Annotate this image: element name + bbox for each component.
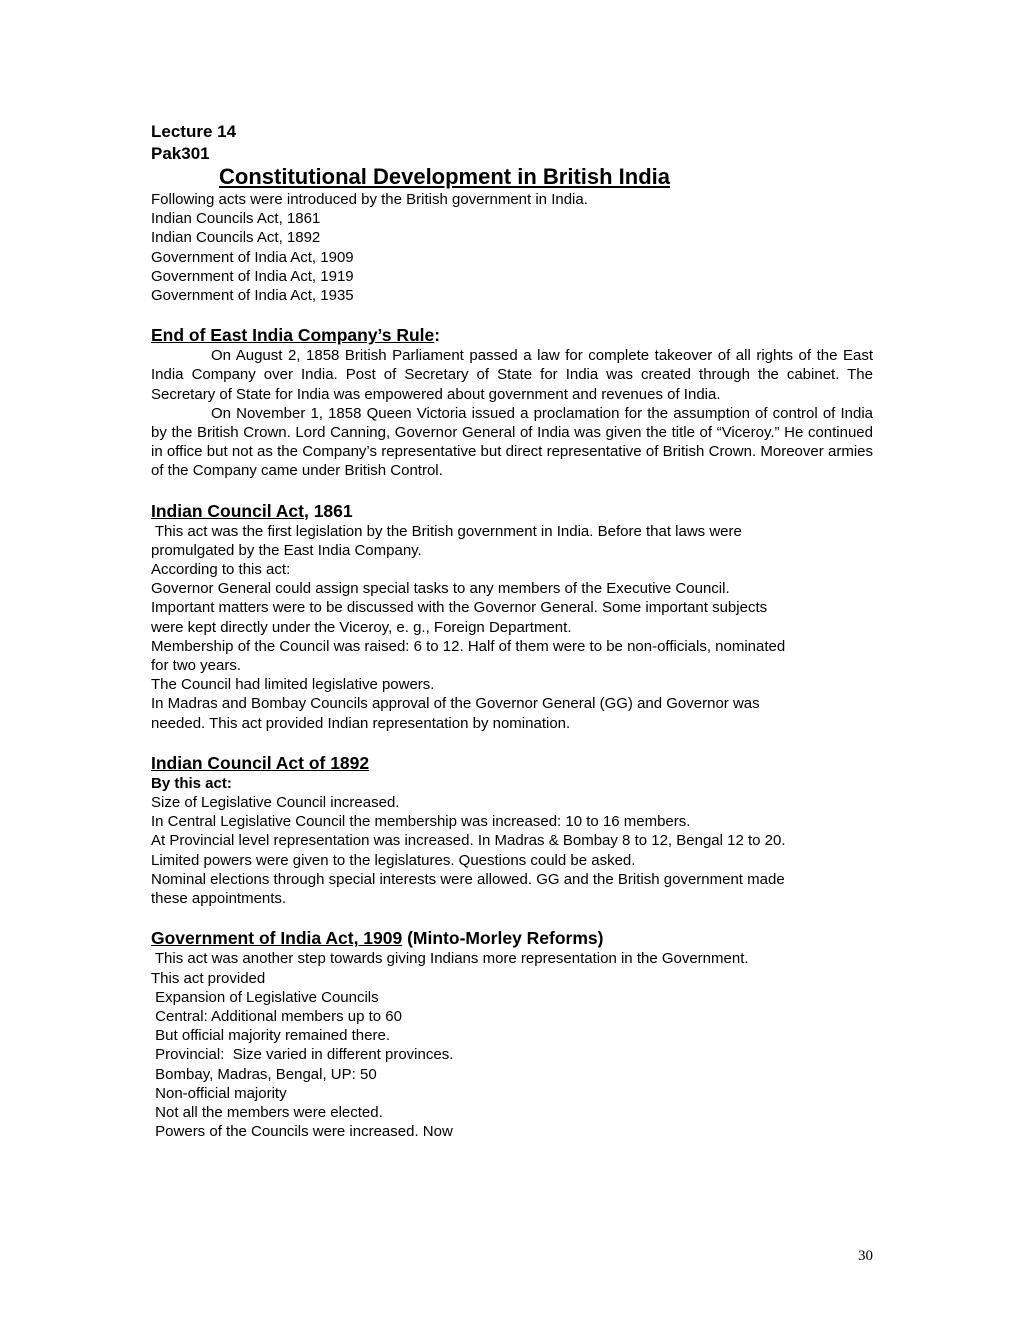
text-line: were kept directly under the Viceroy, e. g., Foreign Department. bbox=[151, 618, 572, 636]
text-line: for two years. bbox=[151, 657, 242, 675]
text-line: Important matters were to be discussed with the Governor General. Some important subjects bbox=[151, 599, 768, 617]
text-line: Non-official majority bbox=[151, 1084, 287, 1102]
heading-suffix: (Minto-Morley Reforms) bbox=[402, 928, 604, 949]
subheading: By this act: bbox=[151, 774, 232, 792]
text-line: This act provided bbox=[151, 969, 266, 987]
act-list-item: Government of India Act, 1935 bbox=[151, 287, 354, 305]
act-list-item: Government of India Act, 1919 bbox=[151, 267, 354, 285]
text-line: promulgated by the East India Company. bbox=[151, 541, 422, 559]
section-heading-company-rule bbox=[151, 324, 873, 346]
act-list-item: Government of India Act, 1909 bbox=[151, 248, 354, 266]
text-line: In Madras and Bombay Councils approval of the Governor General (GG) and Governor was bbox=[151, 695, 760, 713]
text-line: Central: Additional members up to 60 bbox=[151, 1007, 402, 1025]
text-line: Membership of the Council was raised: 6 to 12. Half of them were to be non-officials, nominated bbox=[151, 637, 786, 655]
lecture-label: Lecture 14 bbox=[151, 122, 237, 141]
text-line: The Council had limited legislative powers. bbox=[151, 676, 435, 694]
text-line: Size of Legislative Council increased. bbox=[151, 794, 400, 812]
text-line: Nominal elections through special interests were allowed. GG and the British government made bbox=[151, 870, 785, 888]
text-line: Limited powers were given to the legislatures. Questions could be asked. bbox=[151, 851, 636, 869]
act-list-item: Indian Councils Act, 1892 bbox=[151, 229, 321, 247]
text-line: But official majority remained there. bbox=[151, 1027, 390, 1045]
page-number: 30 bbox=[858, 1248, 873, 1264]
text-line: Expansion of Legislative Councils bbox=[151, 988, 379, 1006]
heading-suffix: : bbox=[434, 325, 441, 346]
heading-text: Indian Council Act bbox=[151, 500, 304, 521]
text-line: Not all the members were elected. bbox=[151, 1103, 383, 1121]
text-line: This act was another step towards giving Indians more representation in the Government. bbox=[151, 950, 749, 968]
intro-lead: Following acts were introduced by the British government in India. bbox=[151, 191, 588, 208]
text-line: In Central Legislative Council the membership was increased: 10 to 16 members. bbox=[151, 813, 691, 831]
heading-text: End of East India Company’s Rule bbox=[151, 325, 435, 346]
paragraph: On November 1, 1858 Queen Victoria issued a proclamation for the assumption of control of India by the British Crown. Lord Canning, Governor General of India was given the title of “Viceroy.” He continued in office but not as the Company’s representative but direct representative of British Crown. Moreover armies of the Company came under British Control. bbox=[151, 404, 873, 480]
text-line: Powers of the Councils were increased. Now bbox=[151, 1123, 453, 1141]
heading-text: Government of India Act, 1909 bbox=[151, 928, 403, 949]
act-list-item: Indian Councils Act, 1861 bbox=[151, 210, 321, 228]
text-line: Provincial: Size varied in different provinces. bbox=[151, 1046, 454, 1064]
section-heading-1892 bbox=[151, 752, 873, 774]
text-line: At Provincial level representation was increased. In Madras & Bombay 8 to 12, Bengal 12 to 20. bbox=[151, 832, 786, 850]
text-line: Bombay, Madras, Bengal, UP: 50 bbox=[151, 1065, 377, 1083]
paragraph: On August 2, 1858 British Parliament passed a law for complete takeover of all rights of the East India Company over India. Post of Secretary of State for India was created through the cabinet. The Secretary of State for India was empowered about government and revenues of India. bbox=[151, 347, 873, 403]
heading-suffix: , 1861 bbox=[303, 500, 353, 521]
text-line: This act was the first legislation by the British government in India. Before that laws were bbox=[151, 522, 742, 540]
text-line: these appointments. bbox=[151, 890, 287, 908]
text-line: needed. This act provided Indian representation by nomination. bbox=[151, 714, 571, 732]
course-code: Pak301 bbox=[151, 144, 210, 163]
heading-text: Indian Council Act of 1892 bbox=[151, 752, 370, 773]
text-line: Governor General could assign special tasks to any members of the Executive Council. bbox=[151, 580, 730, 598]
section-heading-1909 bbox=[151, 927, 873, 949]
document-page bbox=[151, 121, 873, 1141]
section-heading-1861 bbox=[151, 500, 873, 522]
text-line: According to this act: bbox=[151, 561, 291, 579]
page-title: Constitutional Development in British India bbox=[219, 164, 671, 189]
